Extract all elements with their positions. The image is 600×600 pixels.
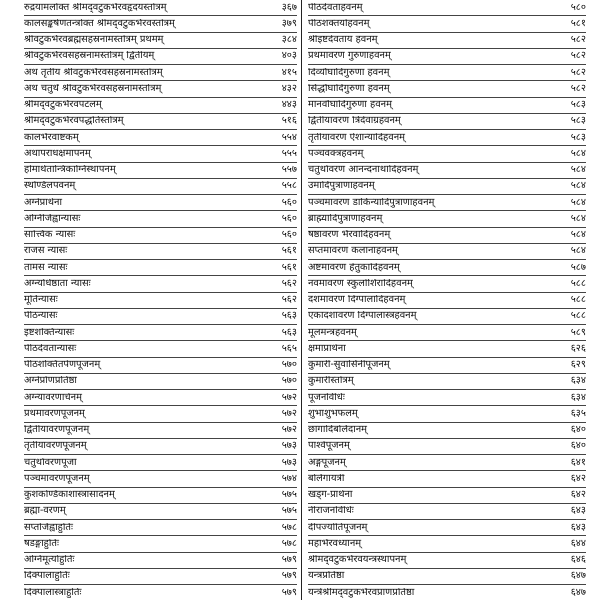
toc-entry-page-number: ५७२ [281,424,297,436]
toc-entry-page-number: ५६० [281,212,297,224]
toc-entry-title: नवमावरणं स्कुलोशिरादिहवनम् [308,278,413,289]
toc-entry-title: प्रथमावरणं गुरुणांहवनम् [308,51,391,62]
toc-entry [24,553,297,569]
toc-entry-title: श्रीवटुकभैरवसहस्रनामस्तोत्रम् द्वितीयम् [24,51,155,62]
toc-entry [24,81,297,97]
toc-entry-page-number: ४४३ [281,99,297,111]
toc-entry-title: अष्टमावरणं हेतुकादिहवनम् [308,262,400,273]
toc-entry [308,49,586,65]
toc-entry-title: तृतीयावरणपूजनम् [24,441,87,452]
toc-entry [24,146,297,162]
toc-entry-title: अग्न्यधिष्ठाता न्यासः [24,278,91,289]
toc-entry-page-number: ५८३ [570,99,586,111]
toc-entry [24,309,297,325]
toc-entry-page-number: ५८४ [570,212,586,224]
toc-entry-title: चतुर्थावरणपूजा [24,457,77,468]
toc-entry-page-number: ६३५ [570,407,586,419]
toc-entry [308,195,586,211]
toc-entry [24,114,297,130]
toc-entry-title: इष्टशक्तिन्यासः [24,327,75,338]
toc-entry-title: दिक्पालास्त्राहुतिः [24,587,82,598]
toc-entry [24,293,297,309]
toc-entry-title: यन्त्रप्रतिष्ठा [308,571,345,582]
toc-entry [308,406,586,422]
toc-entry-title: द्वितीयावरणपूजनम् [24,425,90,436]
toc-column-right [302,0,586,600]
toc-entry-title: अथ तृतीयं श्रीवटुकभैरवसहस्रनामस्तोत्रम् [24,67,163,78]
toc-entry-page-number: ५५४ [281,131,297,143]
toc-entry-title: यन्त्रेश्रीमद्‍वटुकभैरवप्राणप्रतिष्ठा [308,587,415,598]
toc-entry-page-number: ५७५ [281,505,297,517]
toc-entry [308,65,586,81]
toc-entry [24,49,297,65]
toc-entry [308,423,586,439]
toc-entry-title: छागादिबलिदानम् [308,425,368,436]
toc-entry-title: तृतीयावरणं ऐशान्यादिहवनम् [308,132,405,143]
toc-entry-title: अग्निजिह्वान्यासः [24,213,81,224]
toc-entry-title: राजस न्यासः [24,246,68,257]
toc-entry [308,81,586,97]
toc-entry-title: पीठदेवतान्यासः [24,343,77,354]
toc-entry-page-number: ५५८ [281,180,297,192]
toc-entry [24,471,297,487]
toc-entry-title: श्रीमद्‍वटुकभैरवयन्त्रस्थापनम् [308,555,407,566]
toc-entry [308,260,586,276]
toc-entry [308,374,586,390]
toc-entry-page-number: ५७४ [281,472,297,484]
toc-entry [308,585,586,600]
toc-entry-title: कुमारीस्तोत्रम् [308,376,354,387]
toc-entry-page-number: ५७९ [281,554,297,566]
toc-entry-page-number: ४०३ [281,50,297,62]
toc-entry-title: श्रीमद्‍वटुकभैरवपद्धतिस्तोत्रम् [24,116,124,127]
toc-entry [24,65,297,81]
toc-entry-page-number: ३७९ [281,17,297,29]
toc-entry-page-number: ६४७ [570,586,586,598]
toc-column-left [24,0,302,600]
toc-entry-title: कुमारी-सुवासिनीपूजनम् [308,360,390,371]
toc-entry-page-number: ५८४ [570,180,586,192]
toc-entry-title: स्थण्डिलपवनम् [24,181,76,192]
toc-entry-page-number: ५७० [281,375,297,387]
toc-entry-page-number: ६४० [570,424,586,436]
toc-entry-title: पञ्चमावरणपूजनम् [24,473,90,484]
toc-entry-title: उमादिपुत्राणांहवनम् [308,181,375,192]
toc-entry-page-number: ५६२ [281,277,297,289]
toc-entry [308,16,586,32]
toc-entry-title: महाभैरवध्यानम् [308,538,362,549]
toc-entry-title: दीपज्योतिपूजनम् [308,522,368,533]
toc-entry [24,16,297,32]
toc-entry [308,276,586,292]
toc-entry-title: एकादशावरणं दिग्पालास्त्रहवनम् [308,311,417,322]
toc-entry [24,536,297,552]
toc-entry-title: सिद्धौघादिगुरुणां हवनम् [308,83,390,94]
toc-entry-page-number: ५१६ [281,115,297,127]
toc-entry-page-number: ६४७ [570,570,586,582]
toc-entry [308,439,586,455]
toc-entry [308,504,586,520]
toc-entry [308,130,586,146]
toc-entry [24,276,297,292]
toc-entry-title: द्वितीयावरणं त्रिदेवाग्रहवनम् [308,116,401,127]
toc-entry-title: दिक्पालाहुतिः [24,571,70,582]
toc-entry-title: दशमावरणं दिग्पालादिहवनम् [308,295,406,306]
toc-entry-title: श्रीवटुकभैरवब्रह्मसहस्रनामस्तोत्रम् प्रथमम् [24,35,164,46]
toc-entry-page-number: ५८४ [570,147,586,159]
toc-entry-title: पीठन्यासः [24,311,58,322]
toc-entry-page-number: ५६२ [281,294,297,306]
toc-entry-page-number: ६४० [570,440,586,452]
toc-entry-page-number: ५६० [281,196,297,208]
toc-entry-page-number: ५६५ [281,342,297,354]
toc-entry-page-number: ५८४ [570,229,586,241]
toc-entry [308,228,586,244]
toc-entry-page-number: ५७९ [281,570,297,582]
toc-entry-page-number: ५७३ [281,440,297,452]
toc-entry-page-number: ५८८ [570,277,586,289]
toc-entry-page-number: ५७९ [281,586,297,598]
toc-entry-title: अथापराधक्षमापनम् [24,148,91,159]
toc-entry [308,179,586,195]
toc-entry-page-number: ५८८ [570,310,586,322]
toc-entry-page-number: ५७३ [281,456,297,468]
toc-entry-title: कालभैरवाष्टकम् [24,132,79,143]
toc-entry-page-number: ५७८ [281,537,297,549]
toc-entry [308,569,586,585]
toc-entry-page-number: ५८९ [570,326,586,338]
toc-entry-title: अग्नेप्रार्थना [24,197,63,208]
toc-entry [24,0,297,16]
toc-entry-title: क्षमाप्रार्थना [308,343,346,354]
toc-entry [308,553,586,569]
toc-entry [24,390,297,406]
toc-entry [308,293,586,309]
toc-entry-page-number: ६४२ [570,489,586,501]
toc-entry-title: शुभाशुभफलम् [308,408,358,419]
toc-entry [308,244,586,260]
toc-entry [24,374,297,390]
toc-entry-page-number: ६४२ [570,472,586,484]
toc-entry [24,406,297,422]
toc-entry-title: होमार्थतान्त्रिकाग्निस्थापनम् [24,165,116,176]
toc-entry-title: चतुर्थावरणं आनन्दनाथादिहवनम् [308,165,419,176]
toc-entry-page-number: ५५५ [281,147,297,159]
toc-entry [24,520,297,536]
toc-entry-page-number: ५६३ [281,310,297,322]
toc-entry [24,163,297,179]
toc-entry-title: पञ्चवक्त्रहवनम् [308,148,364,159]
toc-entry [308,455,586,471]
toc-entry-page-number: ५६१ [281,261,297,273]
toc-entry-page-number: ६४४ [570,537,586,549]
toc-entry-page-number: ५७५ [281,489,297,501]
toc-entry-title: मूलमन्त्रहवनम् [308,327,357,338]
toc-entry-page-number: ६२६ [570,342,586,354]
toc-entry-page-number: ६४१ [570,456,586,468]
toc-entry-title: पीठदेवताहवनम् [308,2,363,13]
toc-entry-page-number: ५८८ [570,294,586,306]
toc-entry [308,341,586,357]
toc-entry-page-number: ५७२ [281,407,297,419]
toc-entry-page-number: ५६१ [281,245,297,257]
toc-entry [24,455,297,471]
toc-entry-title: प्रथमावरणपूजनम् [24,408,85,419]
toc-entry [24,504,297,520]
toc-entry-title: श्रीइष्टदेवताय हवनम् [308,35,378,46]
toc-entry [308,488,586,504]
toc-entry-title: सात्त्विक न्यासः [24,230,76,241]
toc-entry-page-number: ५८७ [570,261,586,273]
toc-entry-title: खड्ग-प्रार्थना [308,490,353,501]
toc-entry [24,585,297,600]
toc-entry-title: मानवौघादिगुरुणां हवनम् [308,100,392,111]
toc-entry-page-number: ५८३ [570,115,586,127]
toc-entry-page-number: ५८२ [570,34,586,46]
toc-entry-page-number: ६४६ [570,554,586,566]
toc-entry [24,569,297,585]
toc-entry-page-number: ५८१ [570,17,586,29]
toc-entry-page-number: ५८० [570,1,586,13]
toc-entry-page-number: ५८२ [570,50,586,62]
toc-entry [24,439,297,455]
toc-entry [24,195,297,211]
toc-entry [308,0,586,16]
toc-entry [308,536,586,552]
toc-entry-page-number: ५७० [281,359,297,371]
toc-entry-page-number: ५८२ [570,66,586,78]
toc-entry [24,130,297,146]
toc-entry-title: दिव्यौघादिगुरुणां हवनम् [308,67,390,78]
toc-entry-title: पार्श्वपूजनम् [308,441,350,452]
toc-entry [308,98,586,114]
toc-entry [308,325,586,341]
toc-entry [308,114,586,130]
toc-entry [24,244,297,260]
toc-entry [24,423,297,439]
toc-entry [24,358,297,374]
toc-entry-title: कालसङ्कर्षणतन्त्रोक्त श्रीमद्‍वटुकभैरवस्तोत्रम् [24,18,175,29]
table-of-contents [24,0,586,600]
toc-entry-page-number: ५५७ [281,164,297,176]
toc-entry-page-number: ५६३ [281,326,297,338]
toc-entry-page-number: ५८४ [570,245,586,257]
toc-entry [24,341,297,357]
toc-entry [308,358,586,374]
toc-entry-title: षष्ठावरणं भैरवादिहवनम् [308,230,391,241]
toc-entry [308,33,586,49]
toc-entry-title: सप्तमावरणं कलानांहवनम् [308,246,398,257]
toc-entry-title: ब्रह्मा-वरणम् [24,506,66,517]
toc-entry [24,260,297,276]
toc-entry-page-number: ६३४ [570,375,586,387]
toc-entry-title: षडङ्गाहुतिः [24,538,59,549]
toc-entry-page-number: ५७८ [281,521,297,533]
toc-entry [24,33,297,49]
toc-entry [24,228,297,244]
toc-entry-title: अग्नेर्प्राणप्रतिष्ठा [24,376,77,387]
toc-entry-page-number: ४३२ [281,82,297,94]
toc-entry [24,179,297,195]
toc-entry [24,325,297,341]
toc-entry [308,163,586,179]
toc-entry-page-number: ६४३ [570,505,586,517]
toc-entry-title: नीराजनविधिः [308,506,354,517]
toc-entry [308,520,586,536]
toc-entry-page-number: ६३४ [570,391,586,403]
toc-entry-title: सप्तजिह्वाहुतिः [24,522,73,533]
toc-entry-title: पीठशक्तितर्पणपूजनम् [24,360,101,371]
toc-entry-title: अङ्गपूजनम् [308,457,346,468]
toc-entry [308,471,586,487]
toc-entry-page-number: ६४३ [570,521,586,533]
toc-entry [308,146,586,162]
toc-entry-title: श्रीमद्‍वटुकभैरवपटलम् [24,100,102,111]
toc-entry-page-number: ५८२ [570,82,586,94]
toc-entry [24,488,297,504]
toc-entry-page-number: ५६० [281,229,297,241]
toc-entry-title: पीठशक्तयोहवनम् [308,18,370,29]
toc-entry-title: कुशकण्डिकाशास्त्रासादनम् [24,490,115,501]
toc-entry-title: मूर्तिन्यासः [24,295,58,306]
toc-entry [308,390,586,406]
toc-entry-title: बलिगायत्री [308,473,345,484]
toc-entry [24,211,297,227]
toc-entry-title: पञ्चमावरणं डाकिन्यादिपुत्राणांहवनम् [308,197,435,208]
toc-entry-title: ब्राह्म्यादिपुत्राणांहवनम् [308,213,383,224]
toc-entry-title: अग्न्यावरणार्चनम् [24,392,82,403]
toc-entry [308,211,586,227]
toc-entry [24,98,297,114]
toc-entry-title: रुद्रयामलोक्त श्रीमद्‍वटुकभैरवहृदयस्तोत्रम् [24,2,167,13]
toc-entry-page-number: ६२९ [570,359,586,371]
toc-entry-page-number: ५८३ [570,131,586,143]
toc-entry-page-number: ३६७ [281,1,297,13]
toc-entry-page-number: ३८४ [281,34,297,46]
toc-entry-title: अथ चतुर्थं श्रीवटुकभैरवसहस्रनामस्तोत्रम् [24,83,162,94]
toc-entry-title: अग्निमूर्त्याहुतिः [24,555,75,566]
toc-entry-page-number: ४१५ [281,66,297,78]
toc-entry-title: तामस न्यासः [24,262,68,273]
toc-entry [308,309,586,325]
toc-entry-page-number: ५७२ [281,391,297,403]
toc-entry-page-number: ५८४ [570,196,586,208]
toc-entry-title: पूजनविधिः [308,392,345,403]
toc-entry-page-number: ५८४ [570,164,586,176]
